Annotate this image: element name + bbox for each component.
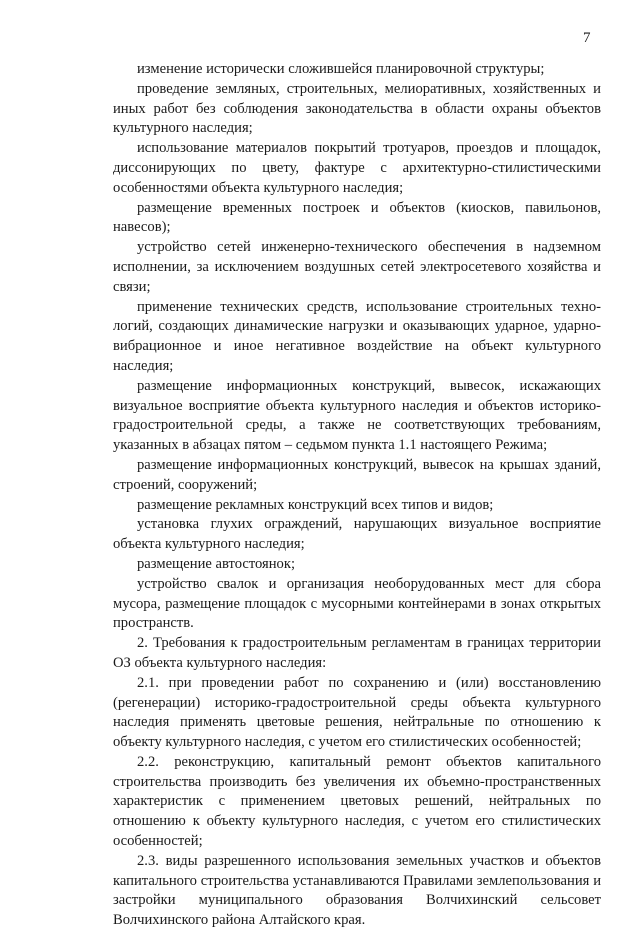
paragraph: проведение земляных, строительных, мелиоративных, хозяйственных и иных работ без соблюдения законодательства в области охраны объектов культурного наследия; — [113, 80, 601, 137]
paragraph: установка глухих ограждений, нарушающих визуальное восприятие объекта культурного наследия; — [113, 516, 601, 553]
paragraph: использование материалов покрытий тротуаров, проездов и площадок, диссонирующих по цвету, фактуре с архитектурно-стилистическими особенностями объекта культурного наследия; — [113, 140, 601, 196]
paragraph: размещение временных построек и объектов (киосков, павильонов, навесов); — [113, 199, 601, 236]
paragraph: размещение информационных конструкций, вывесок, искажающих визуальное восприятие объекта культурного наследия и объектов историко-градостроительной среды, а также не соответствующих требованиям, указанных в абзацах пятом – седьмом пункта 1.1 настоящего Режима; — [113, 377, 601, 454]
paragraph: 2. Требования к градостроительным регламентам в границах территории ОЗ объекта культурного наследия: — [113, 635, 601, 671]
paragraph: применение технических средств, использование строительных технологий, создающих динамические нагрузки и оказывающих ударное, ударно-вибрационное и иное негативное воздействие на объект культурного наследия; — [113, 298, 601, 374]
paragraph: размещение автостоянок; — [137, 555, 296, 572]
page-number: 7 — [583, 30, 591, 46]
paragraph: изменение исторически сложившейся планировочной структуры; — [137, 61, 545, 77]
paragraph: 2.2. реконструкцию, капитальный ремонт объектов капитального строительства производить без увеличения их объемно-пространственных характеристик с применением цветовых решений, нейтральных по отношению к объекту культурного наследия, с учетом его стилистических особенностей; — [113, 753, 601, 850]
paragraph: размещение рекламных конструкций всех типов и видов; — [137, 496, 494, 513]
paragraph: 2.1. при проведении работ по сохранению и (или) восстановлению (регенерации) историко-градостроительной среды объекта культурного наследия применять цветовые решения, нейтральные по отношению к объекту культурного наследия, с учетом его стилистических особенностей; — [113, 674, 601, 751]
paragraph: размещение информационных конструкций, вывесок на крышах зданий, строений, сооружений; — [113, 456, 601, 493]
paragraph: 2.3. виды разрешенного использования земельных участков и объектов капитального строительства устанавливаются Правилами землепользования и застройки муниципального образования Волчихинский сельсовет Волчихинского района Алтайского края. — [113, 852, 601, 929]
document-body — [113, 60, 601, 931]
paragraph: устройство сетей инженерно-технического обеспечения в надземном исполнении, за исключением воздушных сетей электросетевого хозяйства и связи; — [113, 239, 601, 295]
paragraph: устройство свалок и организация необорудованных мест для сбора мусора, размещение площадок с мусорными контейнерами в зонах открытых пространств. — [113, 575, 601, 632]
